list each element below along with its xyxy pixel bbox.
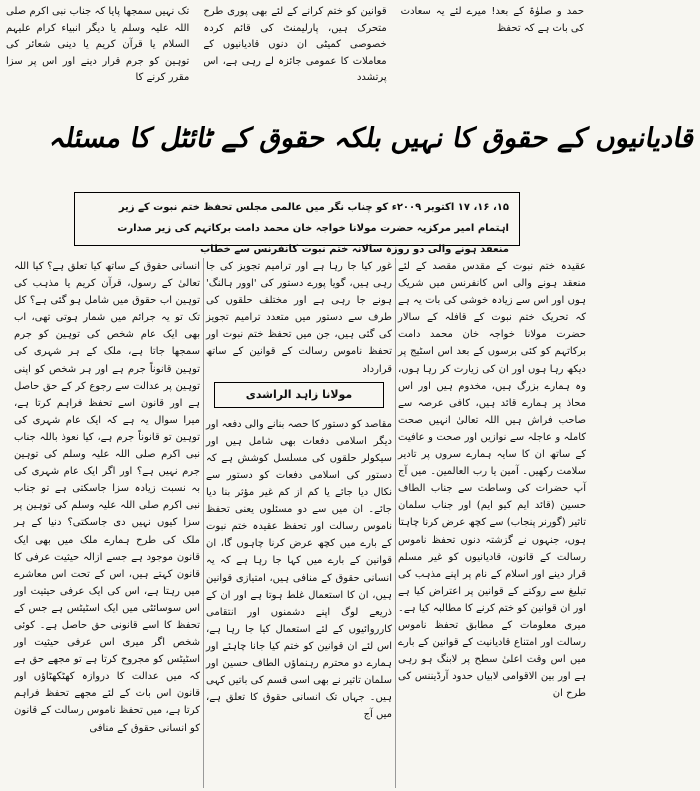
dateline-box: ۱۵، ۱۶، ۱۷ اکتوبر ۲۰۰۹ء کو چناب نگر میں عالمی مجلس تحفظ ختم نبوت کے زیر اہتمام امیر مرکزیہ حضرت مولانا خواجہ خان محمد دامت برکاتہم کی زیر صدارت منعقد ہونے والی دو روزہ سالانہ ختم نبوت کانفرنس سے خطاب (74, 192, 520, 246)
top-column-left: تک نہیں سمجھا پایا کہ جناب نبی اکرم صلی اللہ علیہ وسلم یا دیگر انبیاء کرام علیہم السلام یا قرآن کریم یا دینی شعائر کی توہین کو جرم قرار دینے اور اس پر سزا مقرر کرنے کا (6, 6, 190, 83)
body-column-1 (398, 258, 586, 788)
paragraph: عقیدہ ختم نبوت کے مقدس مقصد کے لئے منعقد ہونے والی اس کانفرنس میں شریک ہوں اور اس سے زیادہ خوشی کی بات یہ ہے کہ تحریک ختم نبوت کے قافلہ کے سالار حضرت مولانا خواجہ خان محمد دامت برکاتہم کو کئی برسوں کے بعد اس اسٹیج پر دیکھ رہا ہوں اور ان کی زیارت کر رہا ہوں، وہ ہمارے بزرگ ہیں، مخدوم ہیں اور اس محاذ پر ہمارے قائد ہیں، کافی عرصہ سے صاحب فراش ہیں اللہ تعالیٰ انہیں صحت کاملہ و عاجلہ سے نوازیں اور صحت و عافیت کے ساتھ ان کا سایہ ہمارے سروں پر تادیر سلامت رکھیں۔ آمین یا رب العالمین۔ میں آج آپ حضرات کی وساطت سے جناب الطاف حسین (قائد ایم کیو ایم) اور جناب سلمان تاثیر (گورنر پنجاب) سے کچھ عرض کرنا چاہتا ہوں، جنہوں نے گزشتہ دنوں تحفظ ناموس رسالت کے قانون، قادیانیوں کو غیر مسلم قرار دینے اور اسلام کے نام پر اپنے مذہب کی تبلیغ سے روکنے کے قوانین پر اعتراض کیا ہے اور ان قوانین کو ختم کرنے کا مطالبہ کیا ہے۔ میری معلومات کے مطابق تحفظ ناموس رسالت اور امتناع قادیانیت کے قوانین کے بارے میں اس وقت اعلیٰ سطح پر لابنگ ہو رہی ہے اور بین الاقوامی لابیاں حدود آرڈیننس کی طرح ان (398, 261, 586, 700)
author-byline: مولانا زاہد الراشدی (214, 382, 384, 408)
article-headline: قادیانیوں کے حقوق کا نہیں بلکہ حقوق کے ٹائٹل کا مسئلہ (47, 123, 698, 154)
body-column-2 (206, 258, 392, 788)
top-continuation (6, 4, 584, 104)
top-column-middle: قوانین کو ختم کرانے کے لئے بھی پوری طرح متحرک ہیں، پارلیمنٹ کی قائم کردہ خصوصی کمیٹی ان دنوں قادیانیوں کے معاملات کا عمومی جائزہ لے رہی ہے، اس پرتشدد (203, 6, 387, 83)
paragraph: مقاصد کو دستور کا حصہ بنانے والی دفعہ اور دیگر اسلامی دفعات بھی شامل ہیں اور سیکولر حلقوں کی مسلسل کوشش ہے کہ دستور کی اسلامی دفعات کو دستور سے نکال دیا جائے یا کم از کم غیر مؤثر بنا دیا جائے۔ ان میں سے دو مسئلوں یعنی تحفظ ناموس رسالت اور تحفظ عقیدہ ختم نبوت کے بارے میں کچھ عرض کرنا چاہوں گا، ان قوانین کے بارے میں کہا جا رہا ہے کہ یہ انسانی حقوق کے منافی ہیں، امتیازی قوانین ہیں، ان کا استعمال غلط ہوتا ہے اور ان کے ذریعے لوگ اپنے دشمنوں اور انتقامی کارروائیوں کے لئے استعمال کیا جا رہا ہے، اس لئے ان قوانین کو ختم کیا جانا چاہئے اور ہمارے دو محترم رہنماؤں الطاف حسین اور سلمان تاثیر نے بھی اسی قسم کی باتیں کہی ہیں۔ جہاں تک انسانی حقوق کا تعلق ہے، میں آج (206, 418, 392, 721)
article-body (6, 258, 586, 788)
paragraph: انسانی حقوق کے ساتھ کیا تعلق ہے؟ کیا اللہ تعالیٰ کے رسول، قرآن کریم یا مذہب کی توہین اب حقوق میں شامل ہو گئی ہے؟ کل تک تو یہ جرائم میں شمار ہوتی تھی، اب بھی ایک عام شخص کی توہین کو جرم سمجھا جاتا ہے، ملک کے ہر شہری کی توہین قانوناً جرم ہے اور ہر شخص کو اپنی توہین پر عدالت سے رجوع کر کے حق حاصل ہے اور قانون اسے تحفظ فراہم کرتا ہے، میرا سوال یہ ہے کہ ایک عام شہری کی توہین تو قانوناً جرم ہے، کیا نعوذ باللہ جناب نبی اکرم صلی اللہ علیہ وسلم کی توہین جرم نہیں ہے؟ اور اگر ایک عام شہری کی بہ نسبت زیادہ سزا جاسکتی ہے تو جناب نبی اکرم صلی اللہ علیہ وسلم کی توہین پر سزا کیوں نہیں دی جاسکتی؟ دنیا کے ہر ملک کی طرح ہمارے ملک میں بھی ایک قانون موجود ہے جسے ازالہ حیثیت عرفی کا قانون کہتے ہیں، اس کے تحت اس معاشرے میں رہتا ہے، اس کی ایک عرفی حیثیت اور اس سوسائٹی میں ایک اسٹیٹس ہے جس کے تحفظ کا اسے قانونی حق حاصل ہے۔ کوئی شخص اگر میری اس عرفی حیثیت اور اسٹیٹس کو مجروح کرتا ہے تو مجھے حق ہے کہ میں عدالت کا دروازہ کھٹکھٹاؤں اور قانون اس بات کے لئے مجھے تحفظ فراہم کرتا ہے، میں تحفظ ناموس رسالت کے قانون کو انسانی حقوق کے منافی (14, 261, 200, 734)
paragraph: غور کیا جا رہا ہے اور ترامیم تجویز کی جا رہی ہیں، گویا پورے دستور کی 'اوور ہالنگ' ہونے جا رہی ہے اور مختلف حلقوں کی طرف سے دستور میں متعدد ترامیم تجویز کی گئی ہیں، جن میں تحفظ ختم نبوت اور تحفظ ناموس رسالت کے قوانین کے ساتھ قرارداد (206, 261, 392, 375)
top-column-right: حمد و صلوٰۃ کے بعد! میرے لئے یہ سعادت کی بات ہے کہ تحفظ (400, 6, 584, 34)
body-column-3 (14, 258, 200, 788)
